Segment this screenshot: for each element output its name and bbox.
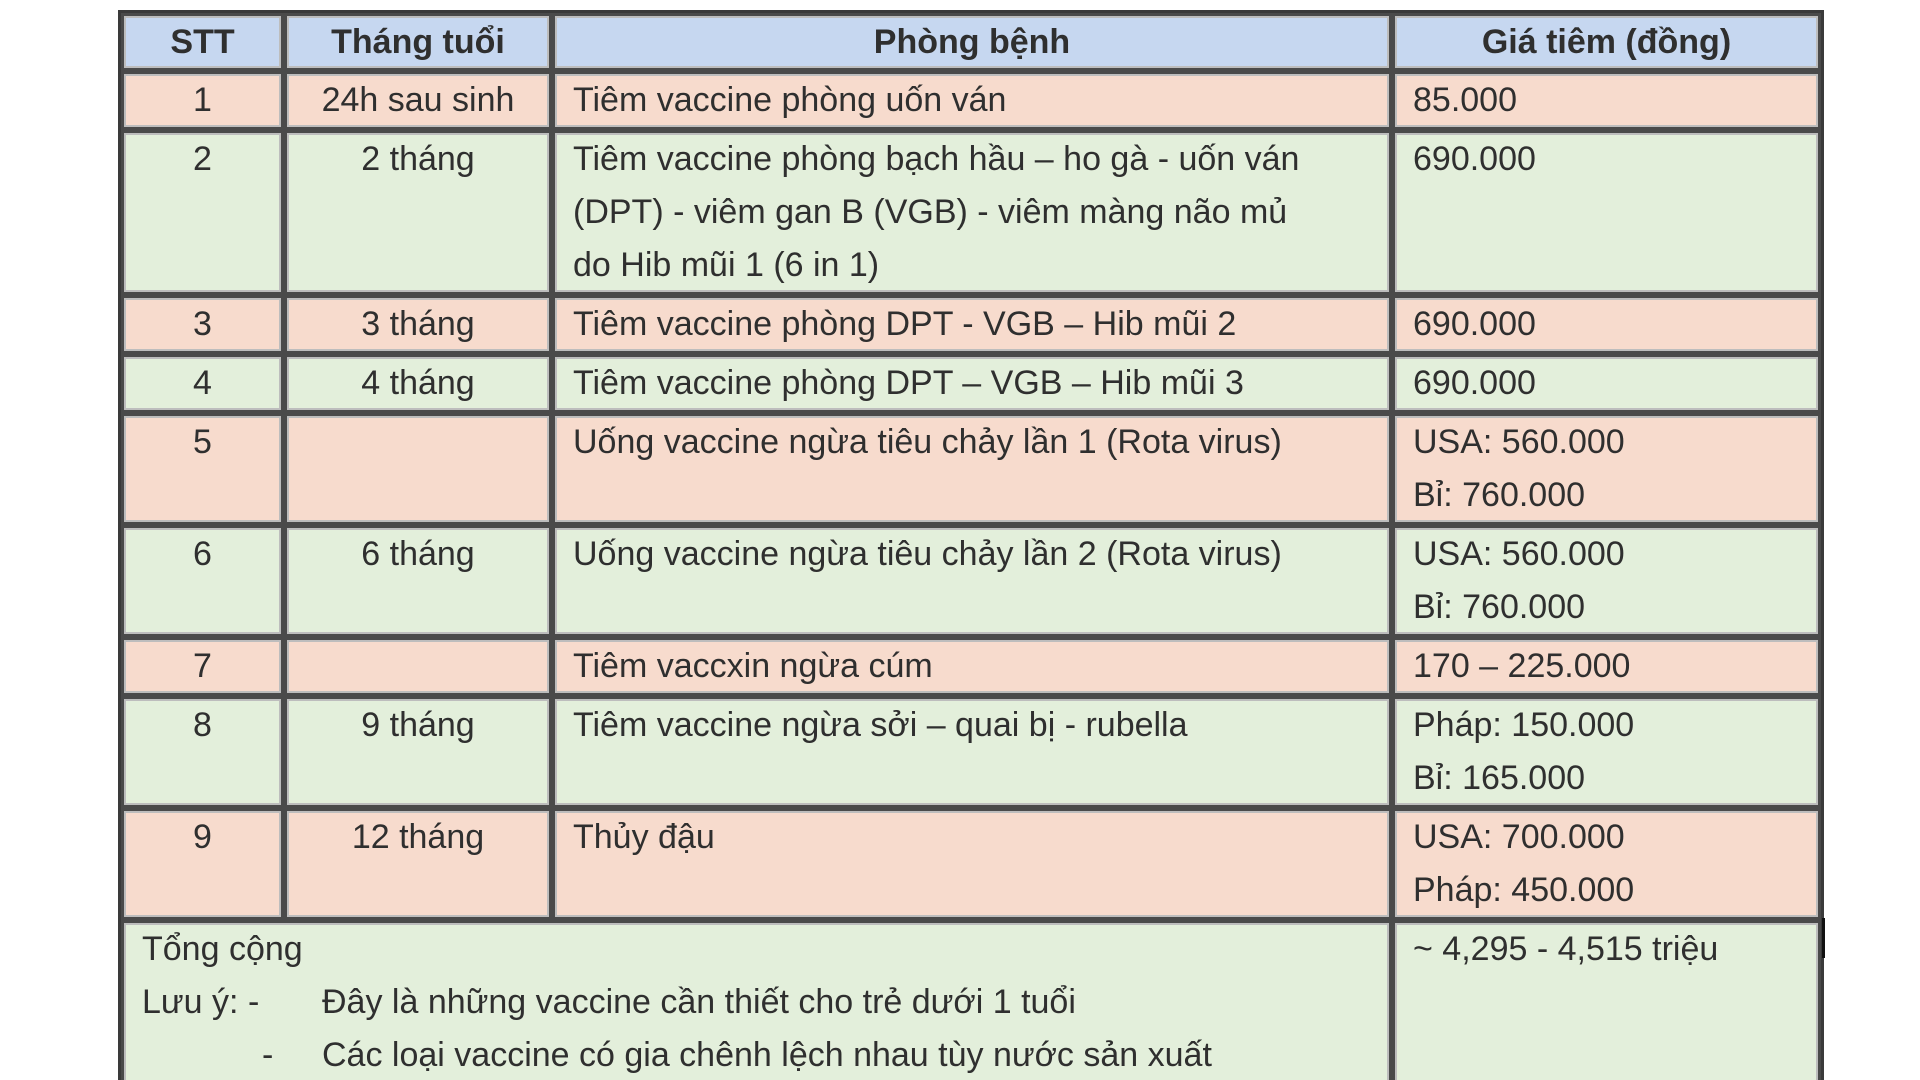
table-header-row [121,13,1821,71]
cell-total-price [1392,920,1821,1080]
note-dash: - [262,1036,274,1074]
price-line: Pháp: 450.000 [1413,871,1635,909]
table-row [121,130,1821,295]
cell-age: 2 tháng [284,130,552,295]
cell-disease [552,71,1392,130]
cell-disease [552,295,1392,354]
price-line: 85.000 [1413,81,1517,119]
disease-line: Tiêm vaccine phòng DPT - VGB – Hib mũi 2 [573,305,1237,343]
total-row [121,920,1821,1080]
table-row [121,637,1821,696]
cell-age: 6 tháng [284,525,552,637]
price-line: 170 – 225.000 [1413,647,1631,685]
vaccine-price-table [118,10,1824,1080]
total-label: Tổng cộng [142,930,303,968]
disease-line: Tiêm vaccine phòng uốn ván [573,81,1007,119]
table-row [121,696,1821,808]
price-line: Pháp: 150.000 [1413,706,1635,744]
table-row [121,525,1821,637]
cell-disease [552,696,1392,808]
note-dash: - [247,983,260,1021]
price-line: Bỉ: 760.000 [1413,476,1586,514]
cell-stt: 2 [121,130,284,295]
cell-disease [552,637,1392,696]
disease-line: Tiêm vaccine phòng bạch hầu – ho gà - uốn ván [573,140,1300,178]
table-row [121,413,1821,525]
cell-stt: 8 [121,696,284,808]
cell-price [1392,354,1821,413]
cell-age [284,413,552,525]
table-row [121,808,1821,920]
edge-mark [1822,918,1825,958]
cell-price [1392,295,1821,354]
cell-price [1392,71,1821,130]
disease-line: Tiêm vaccine ngừa sởi – quai bị - rubella [573,706,1188,744]
cell-age: 9 tháng [284,696,552,808]
cell-age: 4 tháng [284,354,552,413]
cell-disease [552,808,1392,920]
cell-disease [552,130,1392,295]
note-label [142,976,322,1029]
price-line: USA: 560.000 [1413,535,1625,573]
table-row [121,354,1821,413]
disease-line: Tiêm vaccxin ngừa cúm [573,647,933,685]
disease-line: Tiêm vaccine phòng DPT – VGB – Hib mũi 3 [573,364,1244,402]
cell-disease [552,354,1392,413]
cell-age: 24h sau sinh [284,71,552,130]
cell-stt: 1 [121,71,284,130]
cell-age: 12 tháng [284,808,552,920]
cell-price [1392,525,1821,637]
cell-price [1392,808,1821,920]
disease-line: do Hib mũi 1 (6 in 1) [573,246,880,284]
cell-total-notes [121,920,1392,1080]
total-price: ~ 4,295 - 4,515 triệu [1413,930,1719,968]
note-label-text: Lưu ý: [142,983,239,1021]
note-line [142,976,1371,1029]
cell-stt: 6 [121,525,284,637]
price-line: 690.000 [1413,364,1536,402]
disease-line: (DPT) - viêm gan B (VGB) - viêm màng não mủ [573,193,1288,231]
cell-stt: 3 [121,295,284,354]
cell-price [1392,413,1821,525]
header-age: Tháng tuổi [284,13,552,71]
price-line: USA: 700.000 [1413,818,1625,856]
cell-stt: 5 [121,413,284,525]
cell-disease [552,525,1392,637]
cell-price [1392,696,1821,808]
header-disease: Phòng bệnh [552,13,1392,71]
cell-disease [552,413,1392,525]
disease-line: Thủy đậu [573,818,715,856]
cell-stt: 4 [121,354,284,413]
note-line [142,1029,1371,1080]
price-line: Bỉ: 165.000 [1413,759,1586,797]
table-row [121,295,1821,354]
cell-age [284,637,552,696]
cell-stt: 7 [121,637,284,696]
note-text: Các loại vaccine có gia chênh lệch nhau tùy nước sản xuất [322,1036,1212,1074]
price-line: Bỉ: 760.000 [1413,588,1586,626]
disease-line: Uống vaccine ngừa tiêu chảy lần 1 (Rota virus) [573,423,1282,461]
price-line: 690.000 [1413,305,1536,343]
disease-line: Uống vaccine ngừa tiêu chảy lần 2 (Rota virus) [573,535,1282,573]
cell-stt: 9 [121,808,284,920]
header-stt: STT [121,13,284,71]
cell-price [1392,130,1821,295]
price-line: 690.000 [1413,140,1536,178]
header-price: Giá tiêm (đồng) [1392,13,1821,71]
cell-age: 3 tháng [284,295,552,354]
table-row [121,71,1821,130]
price-line: USA: 560.000 [1413,423,1625,461]
cell-price [1392,637,1821,696]
note-text: Đây là những vaccine cần thiết cho trẻ dưới 1 tuổi [322,983,1076,1021]
